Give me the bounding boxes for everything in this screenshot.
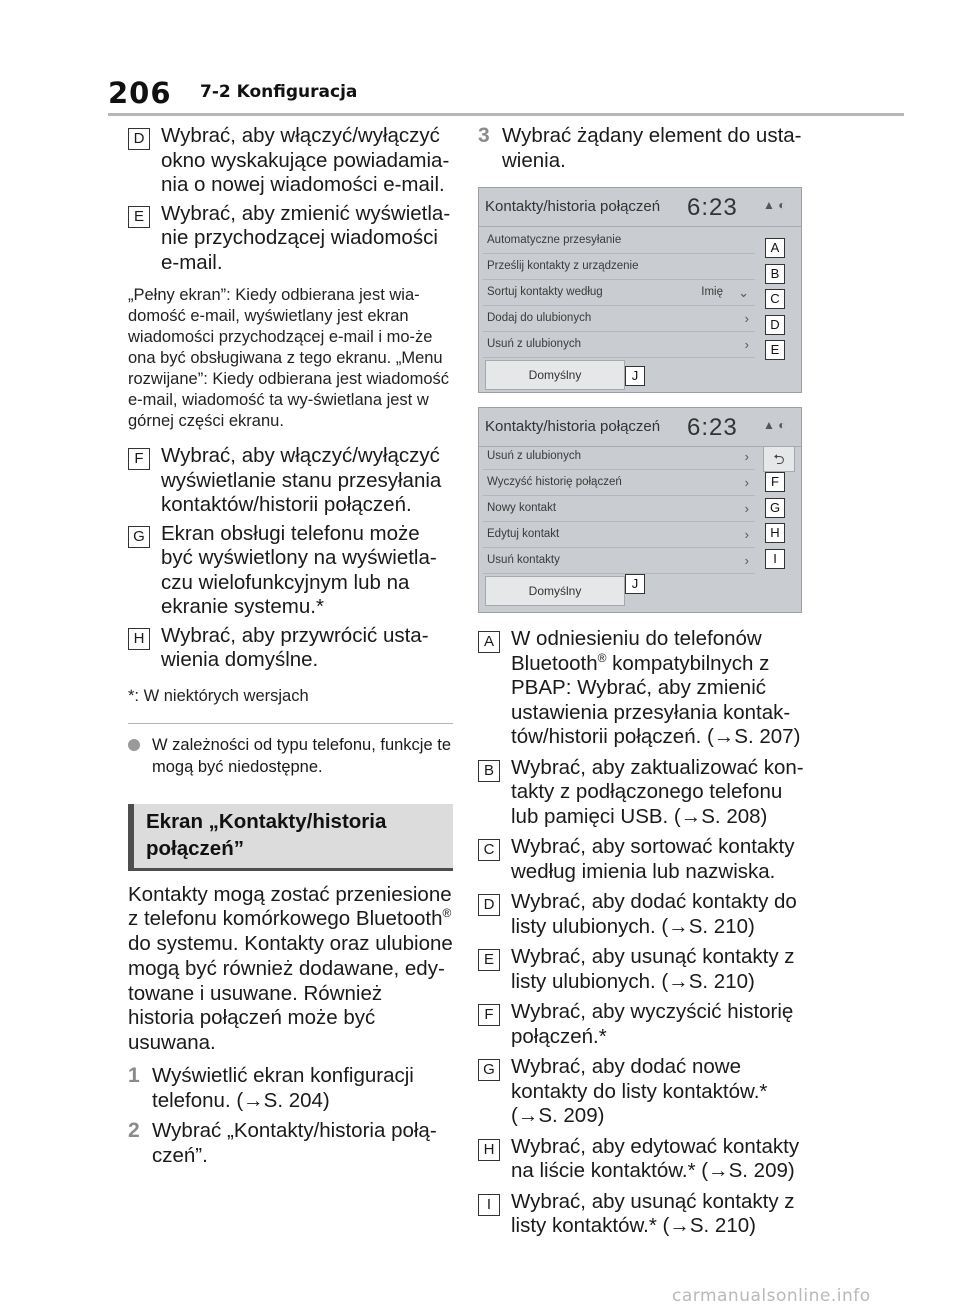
right-column [478, 124, 808, 1241]
page-header [0, 0, 960, 110]
item-text: Wybrać, aby sortować kontakty według imienia lub nazwiska. [511, 835, 795, 883]
menu-item-label: Wyczyść historię połączeń [487, 476, 622, 488]
bullet-icon [128, 739, 140, 751]
clock: 6:23 [687, 414, 738, 441]
item-b-right [478, 756, 808, 830]
divider [128, 723, 453, 724]
item-g-right [478, 1055, 808, 1129]
footnote: *: W niektórych wersjach [128, 686, 309, 705]
menu-item-remove-favorites[interactable] [483, 444, 755, 470]
step-text: Wybrać „Kontakty/historia połą-czeń”. [152, 1119, 437, 1167]
callout-a: A [765, 238, 785, 258]
callout-c: C [765, 289, 785, 309]
item-h-right [478, 1135, 808, 1184]
menu-item-label: Usuń z ulubionych [487, 450, 581, 462]
item-a-right [478, 627, 808, 750]
status-icons: ▲ ◐ [763, 198, 786, 212]
label-box-g: G [128, 526, 150, 548]
watermark: carmanualsonline.info [672, 1286, 871, 1306]
display-mode-note: „Pełny ekran”: Kiedy odbierana jest wia-domość e-mail, wyświetlany jest ekran wiadomości przychodzącej e-mail i mo-że ona być obsługiwana z tego ekranu. „Menu rozwijane”: Kiedy odbierana jest wiadomość e-mail, wiadomość ta wy-świetlana jest w górnej części ekranu. [128, 286, 449, 430]
menu-item-delete-contacts[interactable] [483, 548, 755, 574]
callout-d: D [765, 315, 785, 335]
item-text: Ekran obsługi telefonu może być wyświetlony na wyświetla-czu wielofunkcyjnym lub na ekranie systemu.* [161, 521, 437, 618]
label-box-c: C [478, 839, 500, 861]
item-d-left [128, 124, 453, 198]
section-title: 7-2 Konfiguracja [200, 82, 358, 102]
label-box-e: E [128, 206, 150, 228]
compatibility-note [128, 734, 453, 778]
label-box-i: I [478, 1194, 500, 1216]
menu-item-label: Usuń z ulubionych [487, 338, 581, 350]
page-number: 206 [108, 76, 172, 110]
callout-j: J [625, 574, 645, 594]
menu-item-label: Dodaj do ulubionych [487, 312, 592, 324]
menu-item-sort-contacts[interactable] [483, 280, 755, 306]
menu-item-auto-transfer[interactable] [483, 228, 755, 254]
item-e-left [128, 202, 453, 276]
menu-item-label: Sortuj kontakty według [487, 286, 603, 298]
label-box-d: D [478, 894, 500, 916]
item-i-right [478, 1190, 808, 1239]
step-2 [128, 1119, 453, 1168]
menu-item-add-favorites[interactable] [483, 306, 755, 332]
callout-e: E [765, 340, 785, 360]
intro-text-a: Kontakty mogą zostać przeniesione z telefonu komórkowego Bluetooth [128, 882, 452, 931]
menu-item-clear-history[interactable] [483, 470, 755, 496]
item-text: Wybrać, aby edytować kontakty na liście kontaktów.* (→S. 209) [511, 1134, 800, 1182]
screen-contacts-1 [478, 187, 802, 393]
label-box-b: B [478, 760, 500, 782]
item-text: Wybrać, aby przywrócić usta-wienia domyślne. [161, 623, 429, 671]
item-text: Wybrać, aby usunąć kontakty z listy ulubionych. (→S. 210) [511, 945, 795, 993]
item-f-right [478, 1000, 808, 1049]
chevron-right-icon: › [744, 527, 749, 542]
status-icons: ▲ ◐ [763, 418, 786, 432]
screen-title: Kontakty/historia połączeń [485, 198, 661, 215]
step-number: 3 [478, 124, 490, 147]
step-number: 2 [128, 1119, 140, 1143]
menu-item-label: Prześlij kontakty z urządzenie [487, 260, 639, 272]
item-text: Wybrać, aby włączyć/wyłączyć wyświetlanie stanu przesyłania kontaktów/historii połączeń. [161, 444, 442, 516]
default-button[interactable]: Domyślny [485, 360, 625, 390]
callout-i: I [765, 549, 785, 569]
item-text: Wybrać, aby zaktualizować kon-takty z podłączonego telefonu lub pamięci USB. (→S. 208) [511, 755, 804, 828]
left-column [128, 124, 453, 1168]
label-box-g: G [478, 1059, 500, 1081]
menu-item-new-contact[interactable] [483, 496, 755, 522]
clock: 6:23 [687, 194, 738, 221]
step-number: 1 [128, 1064, 140, 1088]
item-text: Wybrać, aby włączyć/wyłączyć okno wyskakujące powiadamia-nia o nowej wiadomości e-mail. [161, 124, 450, 196]
menu-item-transfer-contacts[interactable] [483, 254, 755, 280]
label-box-f: F [128, 448, 150, 470]
item-c-right [478, 835, 808, 884]
registered-mark: ® [442, 906, 452, 921]
step-3 [478, 124, 808, 173]
item-text: Wybrać, aby usunąć kontakty z listy kontaktów.* (→S. 210) [511, 1189, 795, 1237]
item-text: Wybrać, aby dodać kontakty do listy ulubionych. (→S. 210) [511, 890, 797, 938]
menu-item-label: Nowy kontakt [487, 502, 557, 514]
item-d-right [478, 890, 808, 939]
item-text: Wybrać, aby dodać nowe kontakty do listy kontaktów.* (→S. 209) [511, 1055, 768, 1127]
item-g-left [128, 522, 453, 620]
chevron-right-icon: › [744, 475, 749, 490]
chevron-right-icon: › [744, 449, 749, 464]
callout-g: G [765, 498, 785, 518]
callout-h: H [765, 523, 785, 543]
item-text: Wybrać, aby zmienić wyświetla-nie przychodzącej wiadomości e-mail. [161, 201, 451, 274]
label-box-h: H [128, 628, 150, 650]
item-text-b: kompatybilnych z PBAP: Wybrać, aby zmienić ustawienia przesyłania kontak-tów/historii połączeń. (→S. 207) [511, 651, 801, 748]
intro-paragraph [128, 883, 453, 1057]
chevron-right-icon: › [744, 501, 749, 516]
menu-item-label: Usuń kontakty [487, 554, 560, 566]
item-f-left [128, 444, 453, 518]
chevron-right-icon: › [744, 311, 749, 326]
callout-j: J [625, 366, 645, 386]
label-box-a: A [478, 631, 500, 653]
menu-item-edit-contact[interactable] [483, 522, 755, 548]
intro-text-b: do systemu. Kontakty oraz ulubione mogą być również dodawane, edy-towane i usuwane. Również historia połączeń może być usuwana. [128, 932, 453, 1055]
menu-item-remove-favorites[interactable] [483, 332, 755, 358]
callout-f: F [765, 472, 785, 492]
bullet-text: W zależności od typu telefonu, funkcje te mogą być niedostępne. [152, 735, 451, 776]
step-1 [128, 1064, 453, 1113]
chevron-right-icon: › [744, 553, 749, 568]
step-text: Wybrać żądany element do usta-wienia. [502, 124, 802, 172]
item-e-right [478, 945, 808, 994]
label-box-d: D [128, 128, 150, 150]
header-divider [108, 113, 904, 116]
screen-title: Kontakty/historia połączeń [485, 418, 661, 435]
sort-value: Imię [701, 286, 723, 298]
menu-item-label: Edytuj kontakt [487, 528, 560, 540]
label-box-e: E [478, 949, 500, 971]
item-h-left [128, 624, 453, 673]
label-box-h: H [478, 1139, 500, 1161]
chevron-down-icon: ⌄ [738, 285, 749, 300]
step-text: Wyświetlić ekran konfiguracji telefonu. (→S. 204) [152, 1064, 414, 1112]
section-heading: Ekran „Kontakty/historia połączeń” [128, 804, 453, 871]
callout-b: B [765, 264, 785, 284]
screen-contacts-2 [478, 407, 802, 613]
title-divider [479, 226, 801, 227]
item-text: Wybrać, aby wyczyścić historię połączeń.* [511, 1000, 794, 1048]
item-text-a: W odniesieniu do telefonów Bluetooth [511, 627, 762, 675]
chevron-right-icon: › [744, 337, 749, 352]
back-button[interactable]: ⮌ [763, 446, 795, 472]
label-box-f: F [478, 1004, 500, 1026]
registered-mark: ® [597, 650, 607, 665]
menu-item-label: Automatyczne przesyłanie [487, 234, 622, 246]
default-button[interactable]: Domyślny [485, 576, 625, 606]
